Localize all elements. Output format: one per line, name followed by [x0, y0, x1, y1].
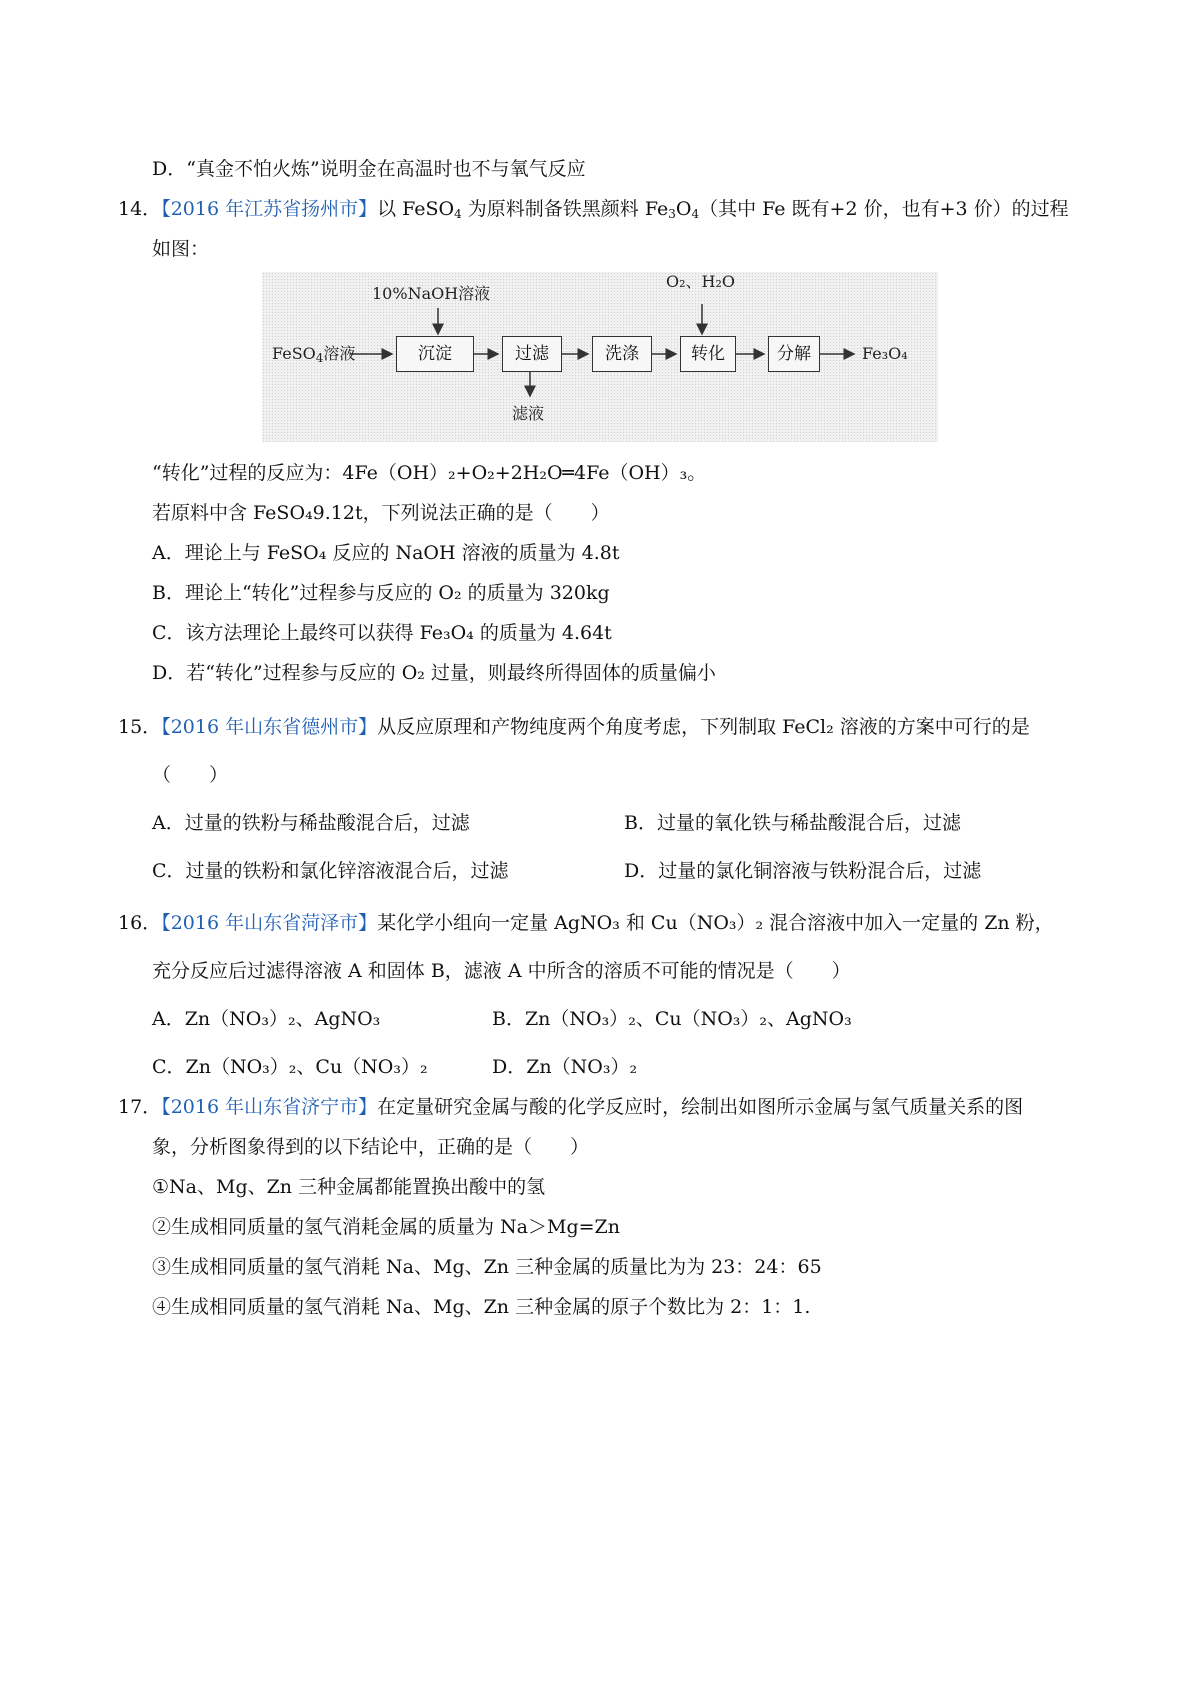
q16-option-a: A．Zn（NO₃）₂、AgNO₃	[152, 1008, 381, 1030]
step-precipitate: 沉淀	[396, 336, 474, 372]
q16-stem	[118, 910, 1054, 936]
q15-option-c: C．过量的铁粉和氯化锌溶液混合后，过滤	[152, 860, 509, 882]
q15-source: 【2016 年山东省德州市】	[161, 716, 378, 738]
q16-option-b: B．Zn（NO₃）₂、Cu（NO₃）₂、AgNO₃	[492, 1008, 852, 1030]
q16-stem-line2: 充分反应后过滤得溶液 A 和固体 B，滤液 A 中所含的溶质不可能的情况是（ ）	[152, 960, 851, 982]
q17-number: 17．	[118, 1096, 162, 1118]
q16-number: 16．	[118, 912, 162, 934]
q17-statement-2: ②生成相同质量的氢气消耗金属的质量为 Na＞Mg=Zn	[152, 1216, 620, 1238]
q14-stem-part: 为原料制备铁黑颜料 Fe	[461, 198, 669, 220]
q15-option-d: D．过量的氯化铜溶液与铁粉混合后，过滤	[624, 860, 982, 882]
q17-stem	[118, 1094, 1023, 1120]
q14-option-a: A．理论上与 FeSO₄ 反应的 NaOH 溶液的质量为 4.8t	[152, 542, 620, 564]
q14-stem-part: （其中 Fe 既有+2 价，也有+3 价）的过程	[699, 198, 1069, 220]
q16-source: 【2016 年山东省菏泽市】	[161, 912, 378, 934]
product-label: Fe₃O₄	[862, 344, 908, 363]
feso4-solution-word: 溶液	[323, 344, 356, 363]
naoh-solution-label: 10%NaOH溶液	[372, 284, 491, 303]
q13-option-d: D．“真金不怕火炼”说明金在高温时也不与氧气反应	[152, 158, 586, 180]
q14-subscript: 3	[668, 207, 676, 221]
step-decompose: 分解	[768, 336, 820, 372]
step-filter: 过滤	[502, 336, 562, 372]
q14-source: 【2016 年江苏省扬州市】	[161, 198, 378, 220]
q14-stem	[118, 196, 1069, 222]
q15-number: 15．	[118, 716, 162, 738]
q14-reaction: “转化”过程的反应为：4Fe（OH）₂+O₂+2H₂O═4Fe（OH）₃。	[152, 462, 707, 484]
process-flow-diagram	[262, 272, 938, 442]
q16-option-c: C．Zn（NO₃）₂、Cu（NO₃）₂	[152, 1056, 428, 1078]
q17-statement-3: ③生成相同质量的氢气消耗 Na、Mg、Zn 三种金属的质量比为为 23：24：65	[152, 1256, 822, 1278]
q15-stem-text: 从反应原理和产物纯度两个角度考虑，下列制取 FeCl₂ 溶液的方案中可行的是	[377, 716, 1030, 738]
feso4-formula: FeSO	[272, 344, 316, 363]
q14-stem-part: O	[675, 198, 692, 220]
q17-source: 【2016 年山东省济宁市】	[161, 1096, 378, 1118]
feso4-subscript: 4	[315, 351, 324, 365]
q14-subscript: 4	[691, 207, 700, 221]
q16-option-d: D．Zn（NO₃）₂	[492, 1056, 638, 1078]
q15-answer-paren: （ ）	[152, 764, 229, 786]
q17-stem-line2: 象，分析图象得到的以下结论中，正确的是（ ）	[152, 1136, 590, 1158]
o2-h2o-label: O₂、H₂O	[666, 272, 736, 291]
step-convert: 转化	[680, 336, 736, 372]
q14-option-c: C．该方法理论上最终可以获得 Fe₃O₄ 的质量为 4.64t	[152, 622, 612, 644]
q15-option-b: B．过量的氧化铁与稀盐酸混合后，过滤	[624, 812, 961, 834]
q17-statement-1: ①Na、Mg、Zn 三种金属都能置换出酸中的氢	[152, 1176, 546, 1198]
filtrate-label: 滤液	[512, 404, 545, 423]
step-wash: 洗涤	[592, 336, 652, 372]
q17-statement-4: ④生成相同质量的氢气消耗 Na、Mg、Zn 三种金属的原子个数比为 2：1：1.	[152, 1296, 811, 1318]
feso4-solution-label	[272, 344, 355, 364]
q14-number: 14．	[118, 198, 162, 220]
q15-stem	[118, 714, 1030, 740]
q14-option-d: D．若“转化”过程参与反应的 O₂ 过量，则最终所得固体的质量偏小	[152, 662, 716, 684]
q14-subscript: 4	[454, 207, 462, 221]
q14-option-b: B．理论上“转化”过程参与反应的 O₂ 的质量为 320kg	[152, 582, 610, 604]
q15-option-a: A．过量的铁粉与稀盐酸混合后，过滤	[152, 812, 470, 834]
q14-stem-line2: 如图：	[152, 238, 210, 260]
q14-condition: 若原料中含 FeSO₄9.12t，下列说法正确的是（ ）	[152, 502, 610, 524]
q16-stem-text: 某化学小组向一定量 AgNO₃ 和 Cu（NO₃）₂ 混合溶液中加入一定量的 Zn 粉，	[377, 912, 1054, 934]
q17-stem-text: 在定量研究金属与酸的化学反应时，绘制出如图所示金属与氢气质量关系的图	[377, 1096, 1024, 1118]
q14-stem-part: 以 FeSO	[377, 198, 455, 220]
